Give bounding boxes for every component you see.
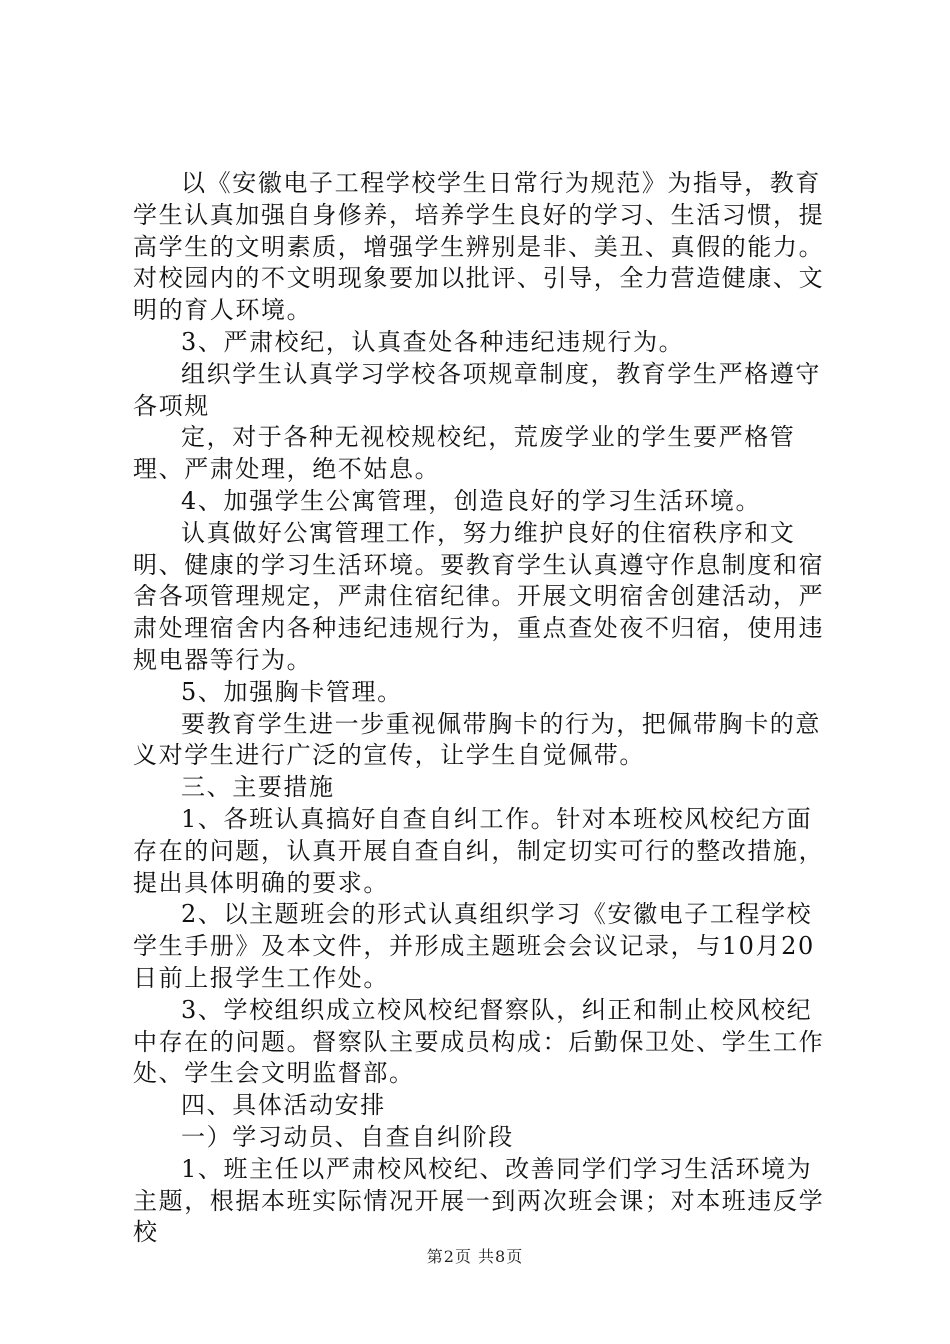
paragraph: 1、班主任以严肃校风校纪、改善同学们学习生活环境为主题，根据本班实际情况开展一到两次班会课；对本班违反学校 (133, 1154, 825, 1247)
paragraph: 要教育学生进一步重视佩带胸卡的行为，把佩带胸卡的意义对学生进行广泛的宣传，让学生自觉佩带。 (133, 709, 821, 770)
paragraph: 3、学校组织成立校风校纪督察队，纠正和制止校风校纪中存在的问题。督察队主要成员构成：后勤保卫处、学生工作处、学生会文明监督部。 (133, 995, 825, 1088)
paragraph: 1、各班认真搞好自查自纠工作。针对本班校风校纪方面存在的问题，认真开展自查自纠，制定切实可行的整改措施，提出具体明确的要求。 (133, 804, 825, 897)
document-body (133, 168, 833, 1249)
subsection-heading: 一）学习动员、自查自纠阶段 (181, 1122, 514, 1151)
paragraph: 组织学生认真学习学校各项规章制度，教育学生严格遵守各项规 (133, 359, 821, 420)
page-footer: 第2页 共8页 (426, 1247, 524, 1266)
paragraph: 认真做好公寓管理工作，努力维护良好的住宿秩序和文明、健康的学习生活环境。要教育学生认真遵守作息制度和宿舍各项管理规定，严肃住宿纪律。开展文明宿舍创建活动，严肃处理宿舍内各种违纪违规行为，重点查处夜不归宿，使用违规电器等行为。 (133, 518, 825, 674)
paragraph: 3、严肃校纪，认真查处各种违纪违规行为。 (181, 327, 685, 356)
paragraph: 4、加强学生公寓管理，创造良好的学习生活环境。 (181, 486, 762, 515)
paragraph: 定，对于各种无视校规校纪，荒废学业的学生要严格管理、严肃处理，绝不姑息。 (133, 423, 796, 484)
paragraph: 5、加强胸卡管理。 (181, 677, 403, 706)
section-heading: 四、具体活动安排 (181, 1091, 386, 1120)
section-heading: 三、主要措施 (181, 773, 335, 802)
paragraph: 以《安徽电子工程学校学生日常行为规范》为指导，教育学生认真加强自身修养，培养学生良好的学习、生活习惯，提高学生的文明素质，增强学生辨别是非、美丑、真假的能力。对校园内的不文明现象要加以批评、引导，全力营造健康、文明的育人环境。 (133, 169, 825, 325)
paragraph: 2、以主题班会的形式认真组织学习《安徽电子工程学校学生手册》及本文件，并形成主题班会会议记录，与10月20日前上报学生工作处。 (133, 900, 815, 992)
